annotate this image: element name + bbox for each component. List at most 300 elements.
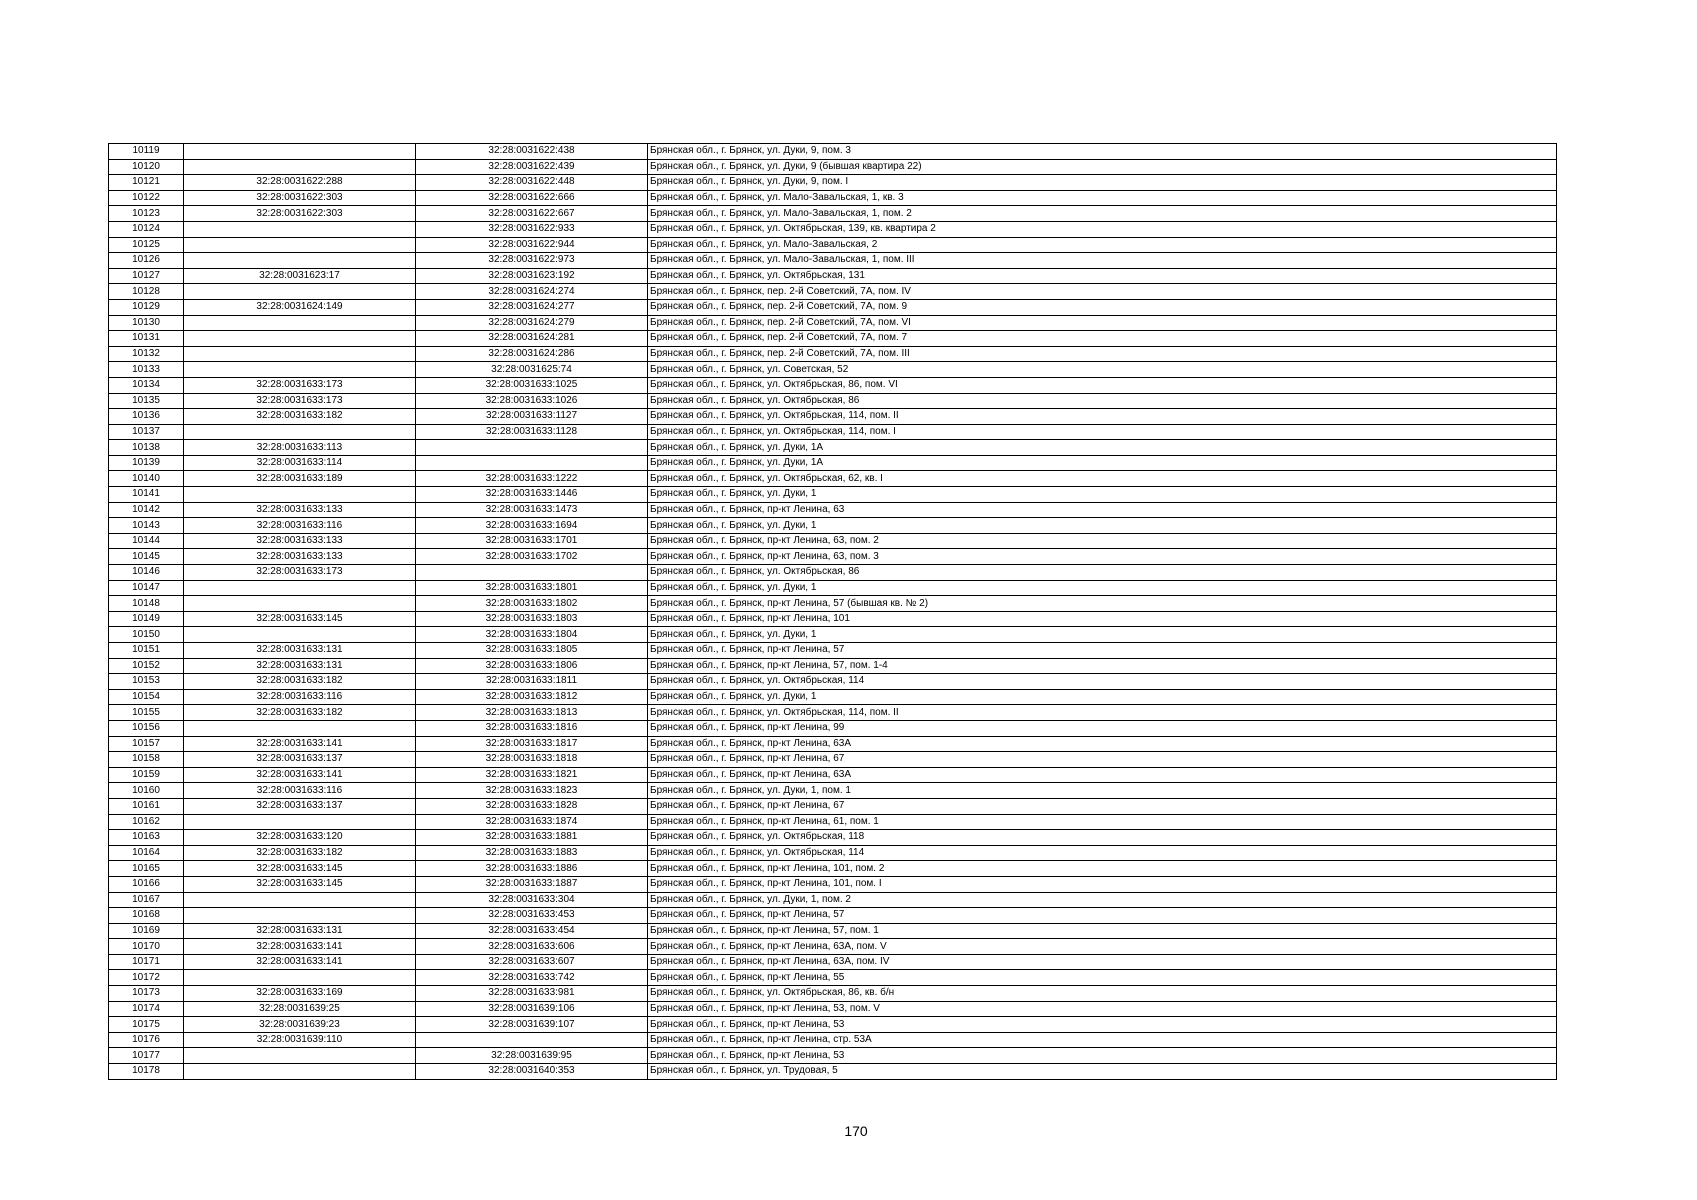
old-cadastral-number-cell xyxy=(184,580,416,596)
table-row xyxy=(109,1017,1557,1033)
address-cell: Брянская обл., г. Брянск, пр-кт Ленина, 101, пом. I xyxy=(648,876,1557,892)
new-cadastral-number-cell: 32:28:0031639:107 xyxy=(416,1017,648,1033)
row-number-cell: 10122 xyxy=(109,190,184,206)
old-cadastral-number-cell: 32:28:0031623:17 xyxy=(184,268,416,284)
new-cadastral-number-cell: 32:28:0031633:1701 xyxy=(416,533,648,549)
old-cadastral-number-cell: 32:28:0031633:173 xyxy=(184,393,416,409)
address-cell: Брянская обл., г. Брянск, ул. Мало-Завальская, 1, пом. III xyxy=(648,253,1557,269)
old-cadastral-number-cell xyxy=(184,221,416,237)
new-cadastral-number-cell: 32:28:0031633:1813 xyxy=(416,705,648,721)
table-row xyxy=(109,814,1557,830)
address-cell: Брянская обл., г. Брянск, ул. Трудовая, 5 xyxy=(648,1064,1557,1080)
address-cell: Брянская обл., г. Брянск, ул. Октябрьская, 86 xyxy=(648,393,1557,409)
table-row xyxy=(109,190,1557,206)
address-cell: Брянская обл., г. Брянск, ул. Мало-Завальская, 2 xyxy=(648,237,1557,253)
row-number-cell: 10169 xyxy=(109,923,184,939)
property-table xyxy=(108,143,1557,1080)
address-cell: Брянская обл., г. Брянск, ул. Дуки, 9, пом. 3 xyxy=(648,144,1557,160)
table-row xyxy=(109,487,1557,503)
address-cell: Брянская обл., г. Брянск, ул. Октябрьская, 139, кв. квартира 2 xyxy=(648,221,1557,237)
table-row xyxy=(109,1001,1557,1017)
table-row xyxy=(109,331,1557,347)
row-number-cell: 10142 xyxy=(109,502,184,518)
old-cadastral-number-cell xyxy=(184,892,416,908)
old-cadastral-number-cell: 32:28:0031633:141 xyxy=(184,954,416,970)
new-cadastral-number-cell: 32:28:0031633:606 xyxy=(416,939,648,955)
table-row xyxy=(109,923,1557,939)
row-number-cell: 10154 xyxy=(109,689,184,705)
new-cadastral-number-cell: 32:28:0031633:1128 xyxy=(416,424,648,440)
table-row xyxy=(109,533,1557,549)
table-row xyxy=(109,705,1557,721)
old-cadastral-number-cell: 32:28:0031633:116 xyxy=(184,518,416,534)
table-row xyxy=(109,674,1557,690)
table-row xyxy=(109,1048,1557,1064)
table-row xyxy=(109,986,1557,1002)
new-cadastral-number-cell: 32:28:0031624:277 xyxy=(416,299,648,315)
row-number-cell: 10170 xyxy=(109,939,184,955)
new-cadastral-number-cell: 32:28:0031633:1881 xyxy=(416,830,648,846)
address-cell: Брянская обл., г. Брянск, пр-кт Ленина, 63А xyxy=(648,767,1557,783)
old-cadastral-number-cell xyxy=(184,315,416,331)
row-number-cell: 10124 xyxy=(109,221,184,237)
table-row xyxy=(109,549,1557,565)
old-cadastral-number-cell: 32:28:0031622:303 xyxy=(184,206,416,222)
row-number-cell: 10130 xyxy=(109,315,184,331)
row-number-cell: 10155 xyxy=(109,705,184,721)
table-row xyxy=(109,752,1557,768)
row-number-cell: 10153 xyxy=(109,674,184,690)
address-cell: Брянская обл., г. Брянск, ул. Дуки, 1 xyxy=(648,580,1557,596)
old-cadastral-number-cell: 32:28:0031633:133 xyxy=(184,502,416,518)
row-number-cell: 10138 xyxy=(109,440,184,456)
old-cadastral-number-cell xyxy=(184,346,416,362)
table-row xyxy=(109,783,1557,799)
address-cell: Брянская обл., г. Брянск, пр-кт Ленина, 61, пом. 1 xyxy=(648,814,1557,830)
old-cadastral-number-cell: 32:28:0031633:141 xyxy=(184,767,416,783)
new-cadastral-number-cell: 32:28:0031633:1806 xyxy=(416,658,648,674)
address-cell: Брянская обл., г. Брянск, ул. Дуки, 9, пом. I xyxy=(648,175,1557,191)
address-cell: Брянская обл., г. Брянск, ул. Дуки, 1, пом. 1 xyxy=(648,783,1557,799)
table-row xyxy=(109,268,1557,284)
row-number-cell: 10127 xyxy=(109,268,184,284)
old-cadastral-number-cell xyxy=(184,331,416,347)
row-number-cell: 10136 xyxy=(109,409,184,425)
old-cadastral-number-cell: 32:28:0031633:133 xyxy=(184,549,416,565)
table-row xyxy=(109,643,1557,659)
new-cadastral-number-cell: 32:28:0031633:607 xyxy=(416,954,648,970)
row-number-cell: 10152 xyxy=(109,658,184,674)
old-cadastral-number-cell xyxy=(184,424,416,440)
new-cadastral-number-cell: 32:28:0031633:1823 xyxy=(416,783,648,799)
old-cadastral-number-cell: 32:28:0031633:133 xyxy=(184,533,416,549)
row-number-cell: 10141 xyxy=(109,487,184,503)
old-cadastral-number-cell: 32:28:0031633:141 xyxy=(184,736,416,752)
address-cell: Брянская обл., г. Брянск, ул. Октябрьская, 118 xyxy=(648,830,1557,846)
old-cadastral-number-cell: 32:28:0031633:137 xyxy=(184,752,416,768)
table-row xyxy=(109,767,1557,783)
old-cadastral-number-cell: 32:28:0031633:182 xyxy=(184,674,416,690)
new-cadastral-number-cell: 32:28:0031633:1887 xyxy=(416,876,648,892)
row-number-cell: 10147 xyxy=(109,580,184,596)
row-number-cell: 10125 xyxy=(109,237,184,253)
new-cadastral-number-cell: 32:28:0031622:933 xyxy=(416,221,648,237)
address-cell: Брянская обл., г. Брянск, ул. Октябрьская, 114 xyxy=(648,845,1557,861)
table-row xyxy=(109,299,1557,315)
address-cell: Брянская обл., г. Брянск, пр-кт Ленина, 63, пом. 2 xyxy=(648,533,1557,549)
row-number-cell: 10133 xyxy=(109,362,184,378)
address-cell: Брянская обл., г. Брянск, пр-кт Ленина, 53 xyxy=(648,1017,1557,1033)
address-cell: Брянская обл., г. Брянск, ул. Октябрьская, 114 xyxy=(648,674,1557,690)
new-cadastral-number-cell: 32:28:0031633:1026 xyxy=(416,393,648,409)
table-row xyxy=(109,689,1557,705)
address-cell: Брянская обл., г. Брянск, пр-кт Ленина, 53, пом. V xyxy=(648,1001,1557,1017)
row-number-cell: 10166 xyxy=(109,876,184,892)
new-cadastral-number-cell: 32:28:0031622:448 xyxy=(416,175,648,191)
table-row xyxy=(109,970,1557,986)
new-cadastral-number-cell xyxy=(416,455,648,471)
property-table-body xyxy=(109,144,1557,1080)
old-cadastral-number-cell: 32:28:0031633:131 xyxy=(184,658,416,674)
new-cadastral-number-cell: 32:28:0031633:304 xyxy=(416,892,648,908)
row-number-cell: 10178 xyxy=(109,1064,184,1080)
address-cell: Брянская обл., г. Брянск, пер. 2-й Советский, 7А, пом. III xyxy=(648,346,1557,362)
table-row xyxy=(109,876,1557,892)
row-number-cell: 10145 xyxy=(109,549,184,565)
table-row xyxy=(109,798,1557,814)
address-cell: Брянская обл., г. Брянск, пр-кт Ленина, 57, пом. 1-4 xyxy=(648,658,1557,674)
table-row xyxy=(109,845,1557,861)
old-cadastral-number-cell xyxy=(184,362,416,378)
row-number-cell: 10123 xyxy=(109,206,184,222)
old-cadastral-number-cell: 32:28:0031633:116 xyxy=(184,783,416,799)
new-cadastral-number-cell: 32:28:0031622:944 xyxy=(416,237,648,253)
new-cadastral-number-cell: 32:28:0031622:667 xyxy=(416,206,648,222)
new-cadastral-number-cell: 32:28:0031633:1222 xyxy=(416,471,648,487)
row-number-cell: 10134 xyxy=(109,377,184,393)
address-cell: Брянская обл., г. Брянск, пр-кт Ленина, 57 xyxy=(648,908,1557,924)
table-row xyxy=(109,315,1557,331)
address-cell: Брянская обл., г. Брянск, ул. Октябрьская, 86, кв. б/н xyxy=(648,986,1557,1002)
table-row xyxy=(109,253,1557,269)
old-cadastral-number-cell: 32:28:0031633:131 xyxy=(184,923,416,939)
row-number-cell: 10151 xyxy=(109,643,184,659)
new-cadastral-number-cell: 32:28:0031633:1801 xyxy=(416,580,648,596)
old-cadastral-number-cell xyxy=(184,1048,416,1064)
table-row xyxy=(109,440,1557,456)
new-cadastral-number-cell: 32:28:0031633:981 xyxy=(416,986,648,1002)
new-cadastral-number-cell: 32:28:0031633:1804 xyxy=(416,627,648,643)
new-cadastral-number-cell: 32:28:0031633:1802 xyxy=(416,596,648,612)
address-cell: Брянская обл., г. Брянск, ул. Дуки, 1, пом. 2 xyxy=(648,892,1557,908)
row-number-cell: 10120 xyxy=(109,159,184,175)
row-number-cell: 10175 xyxy=(109,1017,184,1033)
address-cell: Брянская обл., г. Брянск, пр-кт Ленина, 67 xyxy=(648,752,1557,768)
address-cell: Брянская обл., г. Брянск, пр-кт Ленина, 101 xyxy=(648,611,1557,627)
new-cadastral-number-cell: 32:28:0031633:1702 xyxy=(416,549,648,565)
table-row xyxy=(109,221,1557,237)
new-cadastral-number-cell: 32:28:0031624:279 xyxy=(416,315,648,331)
row-number-cell: 10174 xyxy=(109,1001,184,1017)
address-cell: Брянская обл., г. Брянск, пр-кт Ленина, 99 xyxy=(648,720,1557,736)
row-number-cell: 10159 xyxy=(109,767,184,783)
old-cadastral-number-cell: 32:28:0031633:173 xyxy=(184,377,416,393)
new-cadastral-number-cell: 32:28:0031633:1811 xyxy=(416,674,648,690)
address-cell: Брянская обл., г. Брянск, пр-кт Ленина, 57 (бывшая кв. № 2) xyxy=(648,596,1557,612)
old-cadastral-number-cell: 32:28:0031633:113 xyxy=(184,440,416,456)
new-cadastral-number-cell: 32:28:0031623:192 xyxy=(416,268,648,284)
row-number-cell: 10121 xyxy=(109,175,184,191)
row-number-cell: 10161 xyxy=(109,798,184,814)
table-row xyxy=(109,284,1557,300)
address-cell: Брянская обл., г. Брянск, ул. Дуки, 1 xyxy=(648,689,1557,705)
table-row xyxy=(109,611,1557,627)
row-number-cell: 10162 xyxy=(109,814,184,830)
row-number-cell: 10158 xyxy=(109,752,184,768)
table-row xyxy=(109,409,1557,425)
new-cadastral-number-cell: 32:28:0031633:1883 xyxy=(416,845,648,861)
address-cell: Брянская обл., г. Брянск, пр-кт Ленина, 57, пом. 1 xyxy=(648,923,1557,939)
address-cell: Брянская обл., г. Брянск, ул. Дуки, 1А xyxy=(648,440,1557,456)
old-cadastral-number-cell: 32:28:0031633:120 xyxy=(184,830,416,846)
table-row xyxy=(109,580,1557,596)
address-cell: Брянская обл., г. Брянск, ул. Октябрьская, 114, пом. II xyxy=(648,705,1557,721)
new-cadastral-number-cell: 32:28:0031633:1818 xyxy=(416,752,648,768)
old-cadastral-number-cell xyxy=(184,627,416,643)
old-cadastral-number-cell: 32:28:0031633:114 xyxy=(184,455,416,471)
table-row xyxy=(109,1064,1557,1080)
table-row xyxy=(109,596,1557,612)
row-number-cell: 10148 xyxy=(109,596,184,612)
table-row xyxy=(109,954,1557,970)
new-cadastral-number-cell: 32:28:0031624:286 xyxy=(416,346,648,362)
address-cell: Брянская обл., г. Брянск, ул. Октябрьская, 114, пом. II xyxy=(648,409,1557,425)
old-cadastral-number-cell xyxy=(184,253,416,269)
table-row xyxy=(109,471,1557,487)
address-cell: Брянская обл., г. Брянск, пер. 2-й Советский, 7А, пом. 7 xyxy=(648,331,1557,347)
new-cadastral-number-cell: 32:28:0031633:1127 xyxy=(416,409,648,425)
old-cadastral-number-cell xyxy=(184,814,416,830)
new-cadastral-number-cell: 32:28:0031633:454 xyxy=(416,923,648,939)
row-number-cell: 10176 xyxy=(109,1032,184,1048)
old-cadastral-number-cell: 32:28:0031633:173 xyxy=(184,565,416,581)
table-row xyxy=(109,892,1557,908)
row-number-cell: 10143 xyxy=(109,518,184,534)
row-number-cell: 10177 xyxy=(109,1048,184,1064)
table-row xyxy=(109,518,1557,534)
new-cadastral-number-cell xyxy=(416,440,648,456)
table-row xyxy=(109,736,1557,752)
address-cell: Брянская обл., г. Брянск, ул. Дуки, 1 xyxy=(648,518,1557,534)
old-cadastral-number-cell xyxy=(184,237,416,253)
new-cadastral-number-cell: 32:28:0031639:106 xyxy=(416,1001,648,1017)
old-cadastral-number-cell: 32:28:0031633:145 xyxy=(184,861,416,877)
new-cadastral-number-cell: 32:28:0031633:1812 xyxy=(416,689,648,705)
table-row xyxy=(109,1032,1557,1048)
old-cadastral-number-cell: 32:28:0031639:110 xyxy=(184,1032,416,1048)
old-cadastral-number-cell: 32:28:0031633:182 xyxy=(184,409,416,425)
new-cadastral-number-cell: 32:28:0031633:453 xyxy=(416,908,648,924)
old-cadastral-number-cell xyxy=(184,144,416,160)
table-row xyxy=(109,861,1557,877)
new-cadastral-number-cell: 32:28:0031633:1817 xyxy=(416,736,648,752)
new-cadastral-number-cell: 32:28:0031633:1828 xyxy=(416,798,648,814)
old-cadastral-number-cell: 32:28:0031633:145 xyxy=(184,876,416,892)
new-cadastral-number-cell xyxy=(416,565,648,581)
old-cadastral-number-cell: 32:28:0031622:303 xyxy=(184,190,416,206)
new-cadastral-number-cell: 32:28:0031625:74 xyxy=(416,362,648,378)
address-cell: Брянская обл., г. Брянск, ул. Мало-Завальская, 1, пом. 2 xyxy=(648,206,1557,222)
table-row xyxy=(109,658,1557,674)
old-cadastral-number-cell xyxy=(184,1064,416,1080)
table-row xyxy=(109,627,1557,643)
old-cadastral-number-cell xyxy=(184,908,416,924)
table-row xyxy=(109,206,1557,222)
table-row xyxy=(109,565,1557,581)
new-cadastral-number-cell: 32:28:0031622:439 xyxy=(416,159,648,175)
row-number-cell: 10135 xyxy=(109,393,184,409)
new-cadastral-number-cell: 32:28:0031639:95 xyxy=(416,1048,648,1064)
new-cadastral-number-cell: 32:28:0031633:1816 xyxy=(416,720,648,736)
row-number-cell: 10149 xyxy=(109,611,184,627)
address-cell: Брянская обл., г. Брянск, пр-кт Ленина, 53 xyxy=(648,1048,1557,1064)
new-cadastral-number-cell: 32:28:0031633:1694 xyxy=(416,518,648,534)
address-cell: Брянская обл., г. Брянск, ул. Дуки, 1 xyxy=(648,627,1557,643)
new-cadastral-number-cell: 32:28:0031633:1821 xyxy=(416,767,648,783)
old-cadastral-number-cell: 32:28:0031633:182 xyxy=(184,845,416,861)
row-number-cell: 10119 xyxy=(109,144,184,160)
table-row xyxy=(109,377,1557,393)
table-row xyxy=(109,908,1557,924)
row-number-cell: 10139 xyxy=(109,455,184,471)
row-number-cell: 10129 xyxy=(109,299,184,315)
old-cadastral-number-cell: 32:28:0031624:149 xyxy=(184,299,416,315)
new-cadastral-number-cell: 32:28:0031622:666 xyxy=(416,190,648,206)
old-cadastral-number-cell: 32:28:0031633:189 xyxy=(184,471,416,487)
row-number-cell: 10165 xyxy=(109,861,184,877)
row-number-cell: 10156 xyxy=(109,720,184,736)
row-number-cell: 10140 xyxy=(109,471,184,487)
row-number-cell: 10164 xyxy=(109,845,184,861)
new-cadastral-number-cell: 32:28:0031633:1886 xyxy=(416,861,648,877)
table-row xyxy=(109,237,1557,253)
new-cadastral-number-cell: 32:28:0031622:973 xyxy=(416,253,648,269)
table-row xyxy=(109,939,1557,955)
row-number-cell: 10167 xyxy=(109,892,184,908)
address-cell: Брянская обл., г. Брянск, пр-кт Ленина, 63А, пом. IV xyxy=(648,954,1557,970)
new-cadastral-number-cell: 32:28:0031633:1025 xyxy=(416,377,648,393)
row-number-cell: 10132 xyxy=(109,346,184,362)
old-cadastral-number-cell xyxy=(184,487,416,503)
address-cell: Брянская обл., г. Брянск, пр-кт Ленина, 57 xyxy=(648,643,1557,659)
address-cell: Брянская обл., г. Брянск, пр-кт Ленина, 63А, пом. V xyxy=(648,939,1557,955)
page-number: 170 xyxy=(844,1123,868,1139)
new-cadastral-number-cell: 32:28:0031633:742 xyxy=(416,970,648,986)
old-cadastral-number-cell: 32:28:0031633:131 xyxy=(184,643,416,659)
old-cadastral-number-cell: 32:28:0031633:182 xyxy=(184,705,416,721)
row-number-cell: 10172 xyxy=(109,970,184,986)
address-cell: Брянская обл., г. Брянск, ул. Дуки, 1А xyxy=(648,455,1557,471)
table-row xyxy=(109,346,1557,362)
old-cadastral-number-cell: 32:28:0031633:137 xyxy=(184,798,416,814)
row-number-cell: 10168 xyxy=(109,908,184,924)
address-cell: Брянская обл., г. Брянск, ул. Октябрьская, 131 xyxy=(648,268,1557,284)
old-cadastral-number-cell: 32:28:0031633:116 xyxy=(184,689,416,705)
old-cadastral-number-cell: 32:28:0031622:288 xyxy=(184,175,416,191)
new-cadastral-number-cell: 32:28:0031633:1803 xyxy=(416,611,648,627)
address-cell: Брянская обл., г. Брянск, пер. 2-й Советский, 7А, пом. 9 xyxy=(648,299,1557,315)
row-number-cell: 10128 xyxy=(109,284,184,300)
address-cell: Брянская обл., г. Брянск, ул. Советская, 52 xyxy=(648,362,1557,378)
address-cell: Брянская обл., г. Брянск, пер. 2-й Советский, 7А, пом. VI xyxy=(648,315,1557,331)
address-cell: Брянская обл., г. Брянск, ул. Октябрьская, 86 xyxy=(648,565,1557,581)
row-number-cell: 10146 xyxy=(109,565,184,581)
old-cadastral-number-cell: 32:28:0031639:25 xyxy=(184,1001,416,1017)
address-cell: Брянская обл., г. Брянск, пр-кт Ленина, 63, пом. 3 xyxy=(648,549,1557,565)
new-cadastral-number-cell: 32:28:0031633:1805 xyxy=(416,643,648,659)
old-cadastral-number-cell: 32:28:0031633:169 xyxy=(184,986,416,1002)
row-number-cell: 10150 xyxy=(109,627,184,643)
new-cadastral-number-cell: 32:28:0031624:281 xyxy=(416,331,648,347)
new-cadastral-number-cell: 32:28:0031624:274 xyxy=(416,284,648,300)
new-cadastral-number-cell xyxy=(416,1032,648,1048)
row-number-cell: 10163 xyxy=(109,830,184,846)
address-cell: Брянская обл., г. Брянск, пр-кт Ленина, 63 xyxy=(648,502,1557,518)
table-row xyxy=(109,362,1557,378)
old-cadastral-number-cell: 32:28:0031633:145 xyxy=(184,611,416,627)
table-row xyxy=(109,455,1557,471)
address-cell: Брянская обл., г. Брянск, пр-кт Ленина, стр. 53А xyxy=(648,1032,1557,1048)
address-cell: Брянская обл., г. Брянск, ул. Октябрьская, 114, пом. I xyxy=(648,424,1557,440)
row-number-cell: 10131 xyxy=(109,331,184,347)
new-cadastral-number-cell: 32:28:0031633:1473 xyxy=(416,502,648,518)
address-cell: Брянская обл., г. Брянск, ул. Октябрьская, 86, пом. VI xyxy=(648,377,1557,393)
row-number-cell: 10171 xyxy=(109,954,184,970)
new-cadastral-number-cell: 32:28:0031640:353 xyxy=(416,1064,648,1080)
old-cadastral-number-cell xyxy=(184,596,416,612)
row-number-cell: 10144 xyxy=(109,533,184,549)
address-cell: Брянская обл., г. Брянск, ул. Мало-Завальская, 1, кв. 3 xyxy=(648,190,1557,206)
row-number-cell: 10157 xyxy=(109,736,184,752)
address-cell: Брянская обл., г. Брянск, пр-кт Ленина, 67 xyxy=(648,798,1557,814)
table-row xyxy=(109,144,1557,160)
row-number-cell: 10137 xyxy=(109,424,184,440)
old-cadastral-number-cell xyxy=(184,970,416,986)
address-cell: Брянская обл., г. Брянск, ул. Дуки, 1 xyxy=(648,487,1557,503)
table-row xyxy=(109,393,1557,409)
new-cadastral-number-cell: 32:28:0031633:1446 xyxy=(416,487,648,503)
address-cell: Брянская обл., г. Брянск, ул. Дуки, 9 (бывшая квартира 22) xyxy=(648,159,1557,175)
address-cell: Брянская обл., г. Брянск, пр-кт Ленина, 63А xyxy=(648,736,1557,752)
table-row xyxy=(109,175,1557,191)
old-cadastral-number-cell xyxy=(184,284,416,300)
new-cadastral-number-cell: 32:28:0031633:1874 xyxy=(416,814,648,830)
old-cadastral-number-cell: 32:28:0031633:141 xyxy=(184,939,416,955)
table-row xyxy=(109,424,1557,440)
old-cadastral-number-cell xyxy=(184,720,416,736)
address-cell: Брянская обл., г. Брянск, пр-кт Ленина, 55 xyxy=(648,970,1557,986)
row-number-cell: 10173 xyxy=(109,986,184,1002)
table-row xyxy=(109,720,1557,736)
row-number-cell: 10126 xyxy=(109,253,184,269)
new-cadastral-number-cell: 32:28:0031622:438 xyxy=(416,144,648,160)
table-row xyxy=(109,830,1557,846)
old-cadastral-number-cell xyxy=(184,159,416,175)
table-row xyxy=(109,502,1557,518)
address-cell: Брянская обл., г. Брянск, пер. 2-й Советский, 7А, пом. IV xyxy=(648,284,1557,300)
address-cell: Брянская обл., г. Брянск, пр-кт Ленина, 101, пом. 2 xyxy=(648,861,1557,877)
address-cell: Брянская обл., г. Брянск, ул. Октябрьская, 62, кв. I xyxy=(648,471,1557,487)
